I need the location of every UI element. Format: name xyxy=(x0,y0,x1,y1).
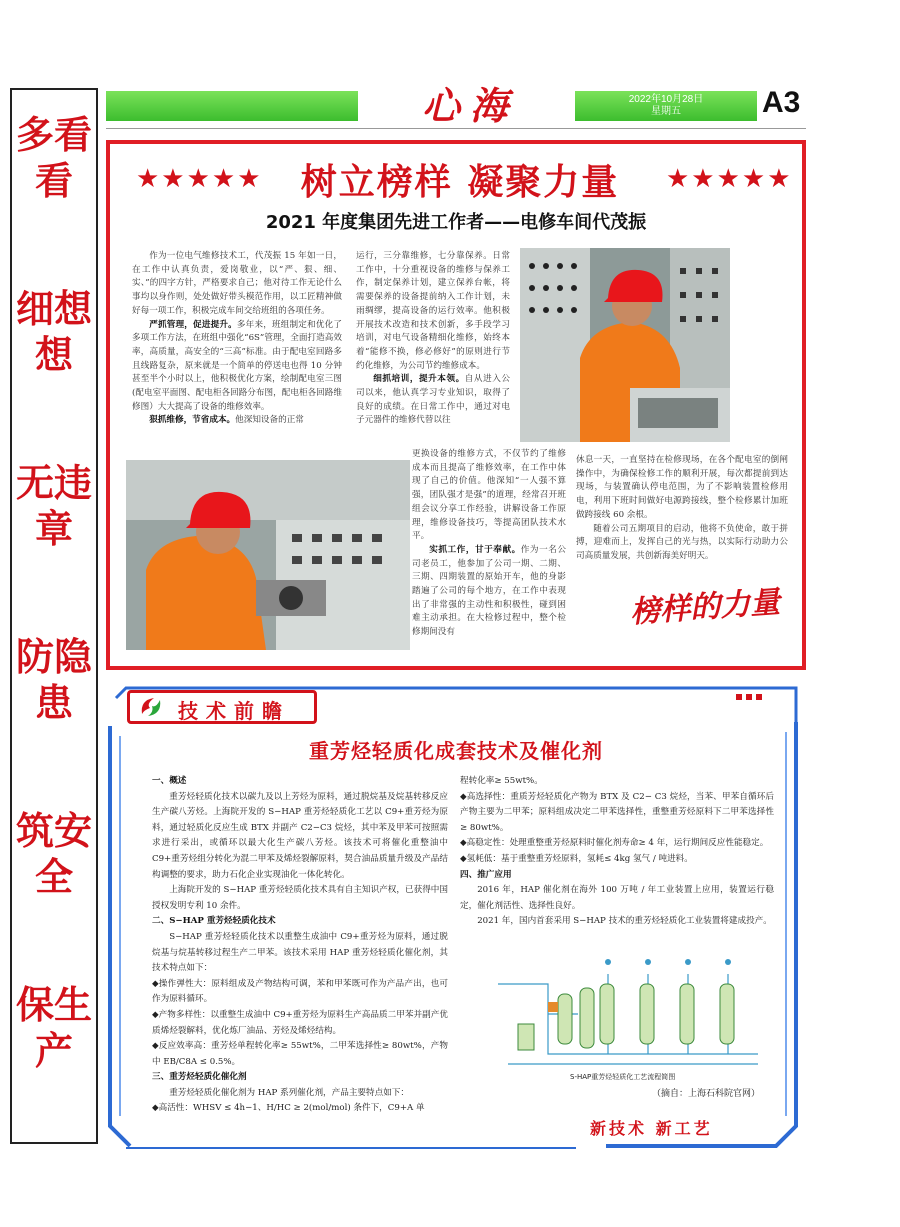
worker-photo-illustration xyxy=(126,460,410,650)
paragraph: ◆产物多样性：以重整生成油中 C9+重芳烃为原料生产高品质二甲苯并副产优质烯烃裂解料，优化炼厂油品、芳烃及烯烃结构。 xyxy=(152,1009,448,1036)
slogan-line-1 xyxy=(12,112,96,204)
paragraph: 上海院开发的 S−HAP 重芳烃轻质化技术具有自主知识产权，已获得中国授权发明专利 10 余件。 xyxy=(152,885,448,911)
newspaper-title: 心海 xyxy=(421,83,518,128)
company-logo-icon xyxy=(136,694,166,720)
slogan-box xyxy=(10,88,98,1144)
star-row-left: ★★★★★ xyxy=(136,164,263,194)
paragraph: ◆氢耗低：基于重整重芳烃原料，氢耗≤ 4kg 氢气 / 吨进料。 xyxy=(460,853,693,864)
section-heading: 三、重芳烃轻质化催化剂 xyxy=(152,1072,247,1083)
feature-panel xyxy=(106,140,806,670)
paragraph: ◆高选择性：重质芳烃轻质化产物为 BTX 及 C2− C3 烷烃，当苯、甲苯自循环后产物主要为二甲苯；原料组成决定二甲苯选择性，重整重芳烃原料下二甲苯选择性≥ 80wt%。 xyxy=(460,791,774,833)
paragraph: 重芳烃轻质化催化剂为 HAP 系列催化剂，产品主要特点如下： xyxy=(169,1087,409,1098)
header-rule xyxy=(106,128,806,129)
header-date-block xyxy=(575,94,757,118)
worker-photo-illustration xyxy=(520,248,730,442)
article-column-4 xyxy=(576,454,788,564)
paragraph-lead: 细抓培训，提升本领。 xyxy=(373,374,465,385)
slogan-line-3 xyxy=(12,460,96,552)
paragraph xyxy=(132,319,342,415)
paragraph xyxy=(356,373,510,428)
slogan-line-6 xyxy=(12,982,96,1074)
paragraph-lead: 狠抓维修，节省成本。 xyxy=(149,415,236,426)
slogan-text: 防隐患 xyxy=(15,634,92,725)
paragraph: ◆操作弹性大：原料组成及产物结构可调，苯和甲苯既可作为产品产出，也可作为原料循环。 xyxy=(152,978,448,1005)
paragraph: 重芳烃轻质化技术以碳九及以上芳烃为原料，通过脱烷基及烷基转移反应生产碳八芳烃。上海院开发的 S−HAP 重芳烃轻质化工艺以 C9+重芳烃为原料，通过轻质化反应生成 BTX 并副产 C2−C3 烷烃，其中苯及甲苯可按照需求进行采出，或循环以最大化生产碳八芳烃。该技术可将催化重整油中 C9+重芳烃组分转化为混二甲苯及烯烃裂解原料，契合油品质量升级及产品结构调整的要求，助力石化企业实现油化一体化转化。 xyxy=(152,791,448,880)
article-column-2 xyxy=(356,250,510,428)
worker-photo-electrical-cabinet xyxy=(520,248,730,442)
header-date: 2022年10月28日 xyxy=(628,94,704,105)
page-number: A3 xyxy=(762,86,801,119)
tech-column-right xyxy=(460,774,774,930)
paragraph: 运行，三分靠维修，七分靠保养。日常工作中，十分重视设备的维修与保养工作，制定保养计划，建立保养台帐，将需要保养的设备提前纳入工作计划，未雨绸缪，提高设备的运行效率。他积极开展技术改造和技术创新，多手段学习培训，对电气设备精细化维修，始终本着“能修不换，修必修好”的原则进行节约化维修，为公司节约维修成本。 xyxy=(356,251,510,371)
paragraph: ◆高活性：WHSV ≤ 4h−1、H/HC ≥ 2(mol/mol) 条件下，C9+A 单 xyxy=(152,1103,425,1114)
slogan-line-5 xyxy=(12,808,96,900)
paragraph: 休息一天，一直坚持在检修现场，在各个配电室的倒闸操作中，为确保检修工作的顺利开展，每次都提前到达现场，与装置确认停电范围，为了不影响装置检修用电，利用下班时间做好电源跨接线，整个检修累计加班做跨接线 60 余根。 xyxy=(576,455,788,520)
header-weekday: 星期五 xyxy=(651,106,681,117)
section-heading: 四、推广应用 xyxy=(460,869,512,880)
paragraph: 更换设备的维修方式，不仅节约了维修成本而且提高了维修效率，在工作中体现了自己的价值。他深知“一人强不算强，团队强才是强”的道理，经常召开班组会议分享工作经验，讲解设备工作原理，维修设备技巧，等提高团队技术水平。 xyxy=(412,449,566,542)
paragraph: ◆高稳定性：处理重整重芳烃原料时催化剂寿命≥ 4 年，运行期间反应性能稳定。 xyxy=(460,838,769,849)
slogan-text: 筑安全 xyxy=(15,808,92,899)
star-row-right: ★★★★★ xyxy=(666,164,793,194)
paragraph: ◆反应效率高：重芳烃单程转化率≥ 55wt%，二甲苯选择性≥ 80wt%，产物中 EB/C8A ≤ 0.5%。 xyxy=(152,1041,448,1067)
worker-photo-breaker-panel xyxy=(126,460,410,650)
article-column-1 xyxy=(132,250,342,428)
brand-script-logo: 榜样的力量 xyxy=(629,584,782,631)
tech-section-tag xyxy=(127,690,317,724)
paragraph: 2016 年，HAP 催化剂在海外 100 万吨 / 年工业装置上应用，装置运行稳定，催化剂活性、选择性良好。 xyxy=(460,885,774,911)
slogan-text: 保生产 xyxy=(15,982,92,1073)
feature-title: 树立榜样 凝聚力量 xyxy=(300,162,620,203)
slogan-text: 无违章 xyxy=(15,460,92,551)
paragraph: S−HAP 重芳烃轻质化技术以重整生成油中 C9+重芳烃为原料，通过脱烷基与烷基转移过程生产二甲苯。该技术采用 HAP 重芳烃轻质化催化剂，其技术特点如下： xyxy=(152,931,448,974)
paragraph: 作为一位电气维修技术工，代茂振 15 年如一日，在工作中认真负责，爱岗敬业，以“严、狠、细、实、”的四字方针，严格要求自己；他对待工作无论什么事均以身作则，处处做好带头模范作用，以工匠精神做好每一项工作，积极完成车间交给班组的各项任务。 xyxy=(132,251,342,316)
section-heading: 一、概述 xyxy=(152,776,187,786)
header-green-bar-left xyxy=(106,91,358,121)
footer-slogan: 新技术 新工艺 xyxy=(590,1119,713,1138)
slogan-line-4 xyxy=(12,634,96,726)
paragraph-text: 自从进入公司以来，他认真学习专业知识，取得了良好的成绩。在日常工作中，通过对电子元器件的维修代替以往 xyxy=(356,374,510,426)
paragraph xyxy=(412,544,566,640)
tech-column-left xyxy=(152,774,448,1117)
tech-section-label: 技术前瞻 xyxy=(178,699,290,723)
paragraph-text: 作为一名公司老员工，他参加了公司一期、二期、三期、四期装置的原始开车，他的身影踏遍了公司的每个地方，在工作中表现出了非常强的主动性和积极性，碰到困难主动承担。在大检修过程中，整个检修期间没有 xyxy=(412,544,566,638)
tech-article-title: 重芳烃轻质化成套技术及催化剂 xyxy=(309,739,603,763)
paragraph: 2021 年，国内首套采用 S−HAP 技术的重芳烃轻质化工业装置将建成投产。 xyxy=(477,916,772,927)
paragraph-lead: 严抓管理，促进提升。 xyxy=(149,319,237,330)
process-flow-diagram xyxy=(488,944,778,1084)
slogan-line-2 xyxy=(12,286,96,378)
paragraph-text: 他深知设备的正常 xyxy=(235,415,304,426)
paragraph: 程转化率≥ 55wt%。 xyxy=(460,776,543,786)
slogan-text: 细想想 xyxy=(15,286,92,377)
paragraph-text: 多年来，班组制定和优化了多项工作方法，在班组中强化“6S”管理，全面打造高效率，高质量，高安全的“三高”标准。由于配电室回路多且线路复杂，原来就是一个简单的停送电也得 10 分钟甚至半个小时以上，他积极优化方案，绘制配电室三图(配电室平面图、配电柜各回路分布图，配电柜各回路维修图）大大提高了设备的维修效率。 xyxy=(132,319,342,412)
section-heading: 二、S−HAP 重芳烃轻质化技术 xyxy=(152,916,276,927)
article-column-3 xyxy=(412,448,566,640)
diagram-caption: S-HAP重芳烃轻质化工艺流程简图 xyxy=(570,1073,676,1081)
paragraph: 随着公司五期项目的启动，他将不负使命，敢于拼搏，迎难而上，发挥自己的光与热，以实际行动助力公司高质量发展，共创新海美好明天。 xyxy=(576,523,788,561)
slogan-text: 多看看 xyxy=(15,112,92,203)
paragraph-lead: 实抓工作，甘于奉献。 xyxy=(429,544,521,555)
source-credit: （摘自：上海石科院官网） xyxy=(652,1089,761,1099)
paragraph xyxy=(132,414,342,428)
feature-subtitle: 2021 年度集团先进工作者——电修车间代茂振 xyxy=(265,212,647,233)
